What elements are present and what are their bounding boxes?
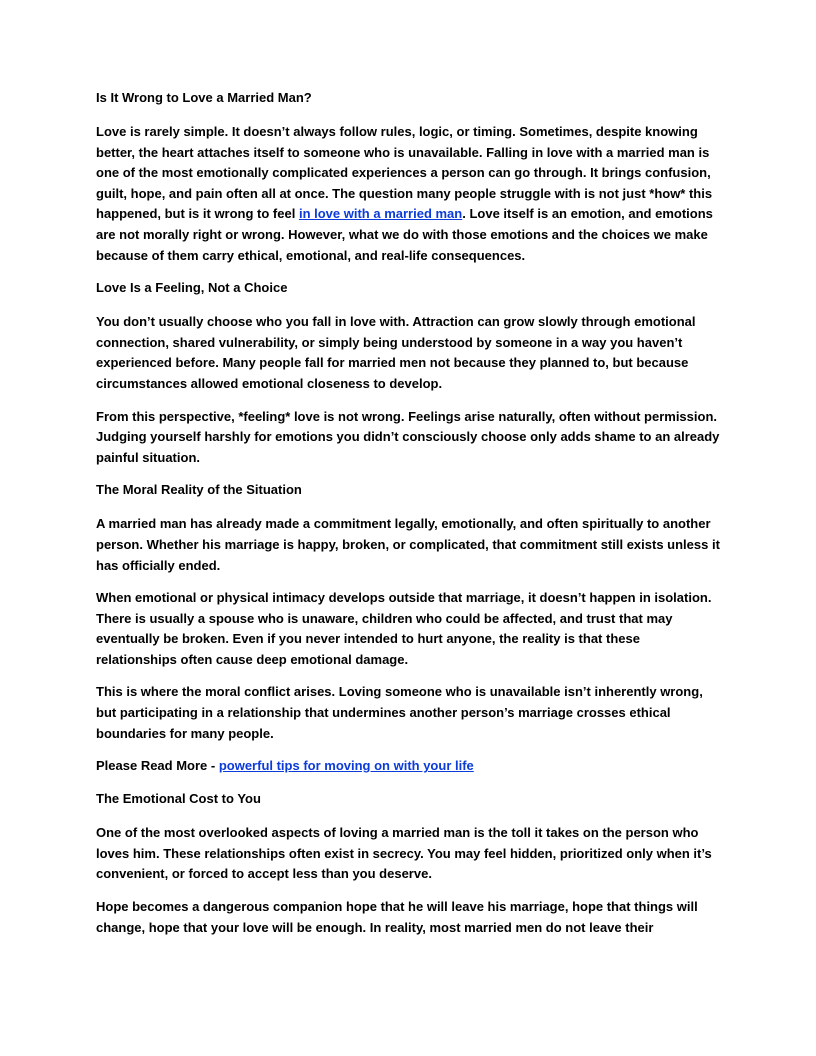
- intro-text-before-link: Love is rarely simple. It doesn’t always follow rules, logic, or timing. Sometimes, despite knowing better, the heart attaches itself to someone who is unavailable. Falling in love with a married man is one of the most emotionally complicated experiences a person can go through. It brings confusion, guilt, hope, and pain often all at once. The question many people struggle with is not just *how* this happened, but is it wrong to feel: [96, 124, 713, 222]
- paragraph: One of the most overlooked aspects of loving a married man is the toll it takes on the person who loves him. These relationships often exist in secrecy. You may feel hidden, prioritized only when it’s convenient, or forced to accept less than you deserve.: [96, 825, 712, 882]
- paragraph: When emotional or physical intimacy develops outside that marriage, it doesn’t happen in isolation. There is usually a spouse who is unaware, children who could be affected, and trust that may eventually be broken. Even if you never intended to hurt anyone, the reality is that these relationships often cause deep emotional damage.: [96, 590, 712, 667]
- read-more-line: [96, 756, 722, 776]
- section-heading: Love Is a Feeling, Not a Choice: [96, 280, 288, 296]
- paragraph: From this perspective, *feeling* love is not wrong. Feelings arise naturally, often without permission. Judging yourself harshly for emotions you didn’t consciously choose only adds shame to an already painful situation.: [96, 408, 720, 465]
- document-title: Is It Wrong to Love a Married Man?: [96, 90, 312, 105]
- paragraph: A married man has already made a commitment legally, emotionally, and often spiritually to another person. Whether his marriage is happy, broken, or complicated, that commitment still exists unless it has officially ended.: [96, 516, 720, 573]
- section-heading: The Moral Reality of the Situation: [96, 482, 302, 498]
- married-man-link[interactable]: in love with a married man: [298, 206, 463, 222]
- read-more-label: Please Read More -: [96, 758, 219, 774]
- document-page: [96, 88, 722, 950]
- paragraph: You don’t usually choose who you fall in love with. Attraction can grow slowly through emotional connection, shared vulnerability, or simply being understood by someone in a way you haven’t experienced before. Many people fall for married men not because they planned to, but because circumstances allowed emotional closeness to develop.: [96, 314, 696, 391]
- paragraph: This is where the moral conflict arises. Loving someone who is unavailable isn’t inherently wrong, but participating in a relationship that undermines another person’s marriage crosses ethical boundaries for many people.: [96, 684, 703, 741]
- intro-text-after-link: . Love itself is an emotion, and emotions are not morally right or wrong. However, what we do with those emotions and the choices we make because of them carry ethical, emotional, and real-life consequences.: [96, 206, 713, 263]
- section-heading: The Emotional Cost to You: [96, 791, 261, 807]
- intro-paragraph: [96, 122, 722, 266]
- moving-on-tips-link[interactable]: powerful tips for moving on with your life: [218, 758, 474, 774]
- paragraph: Hope becomes a dangerous companion hope that he will leave his marriage, hope that things will change, hope that your love will be enough. In reality, most married men do not leave their: [96, 899, 698, 935]
